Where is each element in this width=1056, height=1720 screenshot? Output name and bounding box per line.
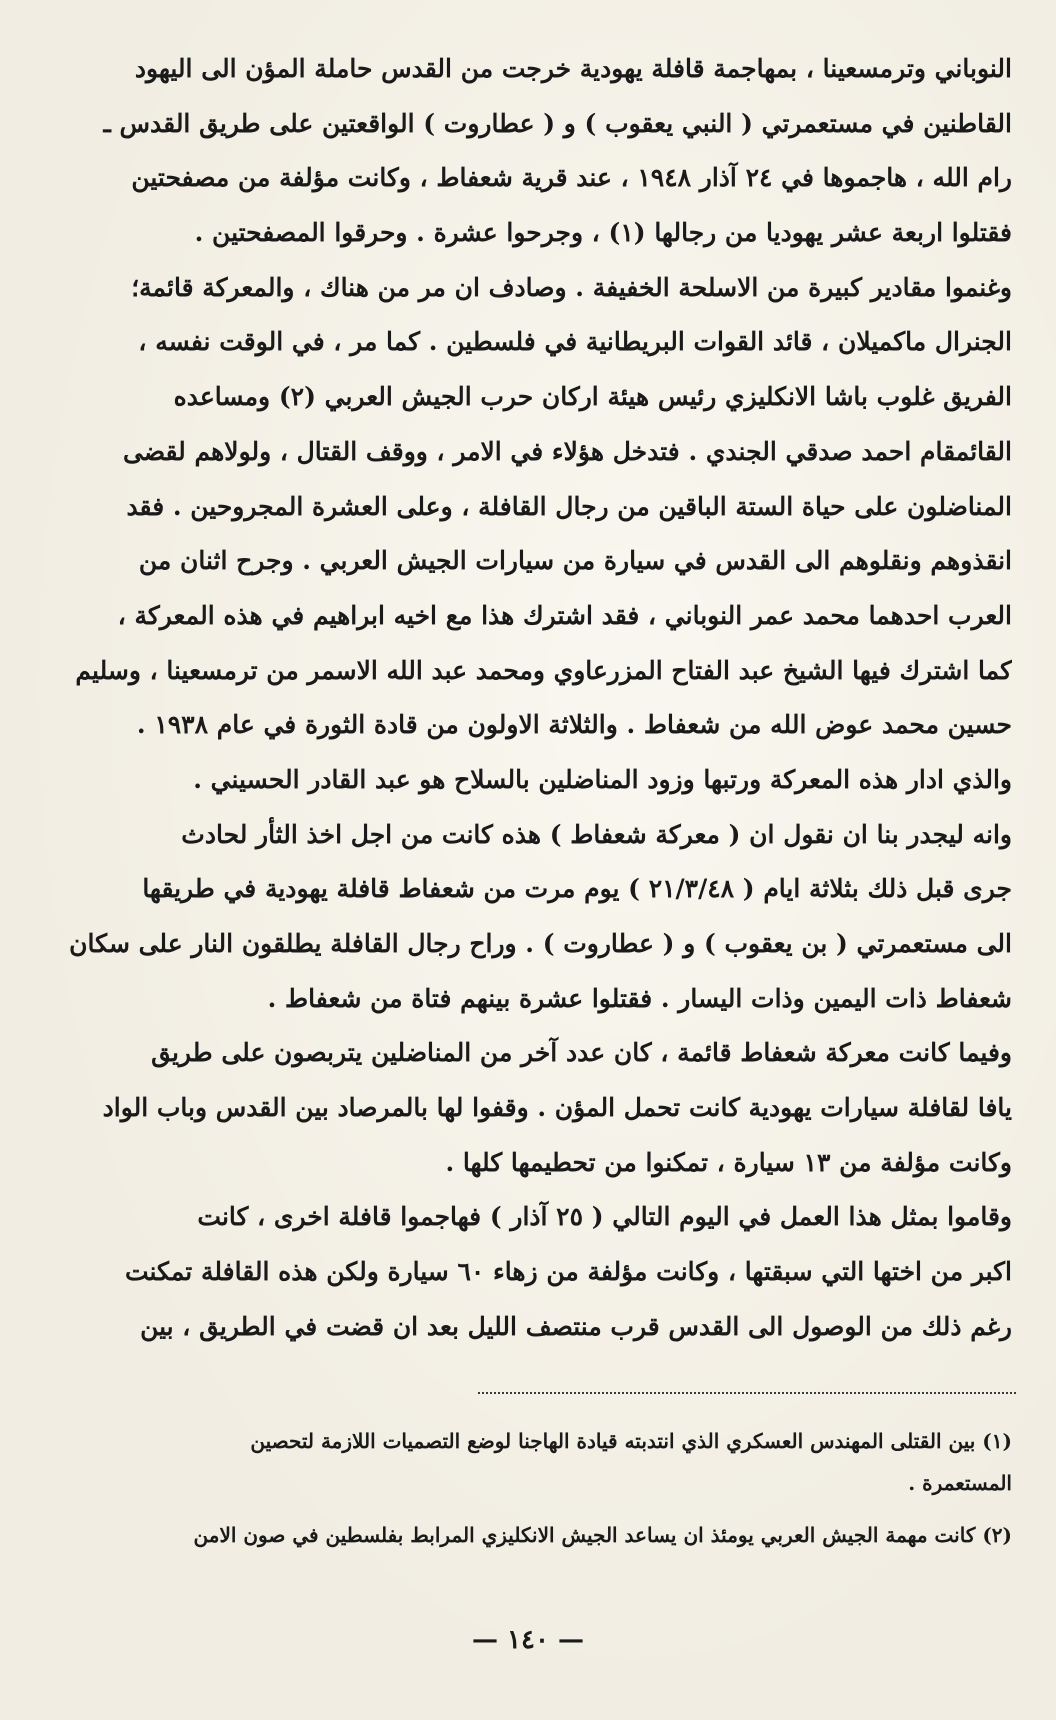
body-line: وقاموا بمثل هذا العمل في اليوم التالي ( ٢٥ آذار ) فهاجموا قافلة اخرى ، كانت xyxy=(197,1202,1012,1232)
body-line: وفيما كانت معركة شعفاط قائمة ، كان عدد آخر من المناضلين يتربصون على طريق xyxy=(151,1038,1012,1068)
footnote-line: (٢) كانت مهمة الجيش العربي يومئذ ان يساعد الجيش الانكليزي المرابط بفلسطين في صون الامن xyxy=(193,1523,1012,1547)
body-line: العرب احدهما محمد عمر النوباني ، فقد اشترك هذا مع اخيه ابراهيم في هذه المعركة ، xyxy=(117,600,1012,630)
body-line: فقتلوا اربعة عشر يهوديا من رجالها (١) ، وجرحوا عشرة . وحرقوا المصفحتين . xyxy=(194,218,1012,248)
body-line: رغم ذلك من الوصول الى القدس قرب منتصف الليل بعد ان قضت في الطريق ، بين xyxy=(140,1311,1012,1341)
body-line: الجنرال ماكميلان ، قائد القوات البريطانية في فلسطين . كما مر ، في الوقت نفسه ، xyxy=(138,327,1012,357)
body-line: انقذوهم ونقلوهم الى القدس في سيارة من سيارات الجيش العربي . وجرح اثنان من xyxy=(138,546,1012,576)
body-line: القائمقام احمد صدقي الجندي . فتدخل هؤلاء في الامر ، ووقف القتال ، ولولاهم لقضى xyxy=(123,436,1012,466)
body-line: القاطنين في مستعمرتي ( النبي يعقوب ) و ( عطاروت ) الواقعتين على طريق القدس ـ xyxy=(103,108,1012,138)
body-line: النوباني وترمسعينا ، بمهاجمة قافلة يهودية خرجت من القدس حاملة المؤن الى اليهود xyxy=(134,54,1012,83)
body-line: الى مستعمرتي ( بن يعقوب ) و ( عطاروت ) . وراح رجال القافلة يطلقون النار على سكان xyxy=(69,929,1012,958)
body-line: حسين محمد عوض الله من شعفاط . والثلاثة الاولون من قادة الثورة في عام ١٩٣٨ . xyxy=(136,710,1012,740)
body-line: وكانت مؤلفة من ١٣ سيارة ، تمكنوا من تحطيمها كلها . xyxy=(445,1147,1012,1177)
body-text xyxy=(44,42,1012,1355)
body-line: المناضلون على حياة الستة الباقين من رجال القافلة ، وعلى العشرة المجروحين . فقد xyxy=(126,491,1012,521)
page-number: — ١٤٠ — xyxy=(471,1625,585,1655)
body-line: اكبر من اختها التي سبقتها ، وكانت مؤلفة من زهاء ٦٠ سيارة ولكن هذه القافلة تمكنت xyxy=(124,1257,1012,1287)
body-line: كما اشترك فيها الشيخ عبد الفتاح المزرعاوي ومحمد عبد الله الاسمر من ترمسعينا ، وسليم xyxy=(75,655,1012,685)
footnote-separator xyxy=(478,1392,1016,1394)
body-line: يافا لقافلة سيارات يهودية كانت تحمل المؤن . وقفوا لها بالمرصاد بين القدس وباب الواد xyxy=(102,1093,1012,1123)
footnote-line: المستعمرة . xyxy=(908,1471,1012,1495)
body-line: وانه ليجدر بنا ان نقول ان ( معركة شعفاط ) هذه كانت من اجل اخذ الثأر لحادث xyxy=(181,819,1012,849)
body-line: رام الله ، هاجموها في ٢٤ آذار ١٩٤٨ ، عند قرية شعفاط ، وكانت مؤلفة من مصفحتين xyxy=(131,163,1012,193)
body-line: وغنموا مقادير كبيرة من الاسلحة الخفيفة . وصادف ان مر من هناك ، والمعركة قائمة؛ xyxy=(131,272,1012,302)
footnotes xyxy=(44,1420,1012,1556)
body-line: والذي ادار هذه المعركة ورتبها وزود المناضلين بالسلاح هو عبد القادر الحسيني . xyxy=(193,764,1012,794)
body-line: شعفاط ذات اليمين وذات اليسار . فقتلوا عشرة بينهم فتاة من شعفاط . xyxy=(267,983,1012,1013)
body-line: الفريق غلوب باشا الانكليزي رئيس هيئة اركان حرب الجيش العربي (٢) ومساعده xyxy=(173,382,1012,412)
footnote-line: (١) بين القتلى المهندس العسكري الذي انتدبته قيادة الهاجنا لوضع التصميات اللازمة لتحصين xyxy=(250,1429,1012,1453)
body-line: جرى قبل ذلك بثلاثة ايام ( ٢١/٣/٤٨ ) يوم مرت من شعفاط قافلة يهودية في طريقها xyxy=(142,874,1012,904)
